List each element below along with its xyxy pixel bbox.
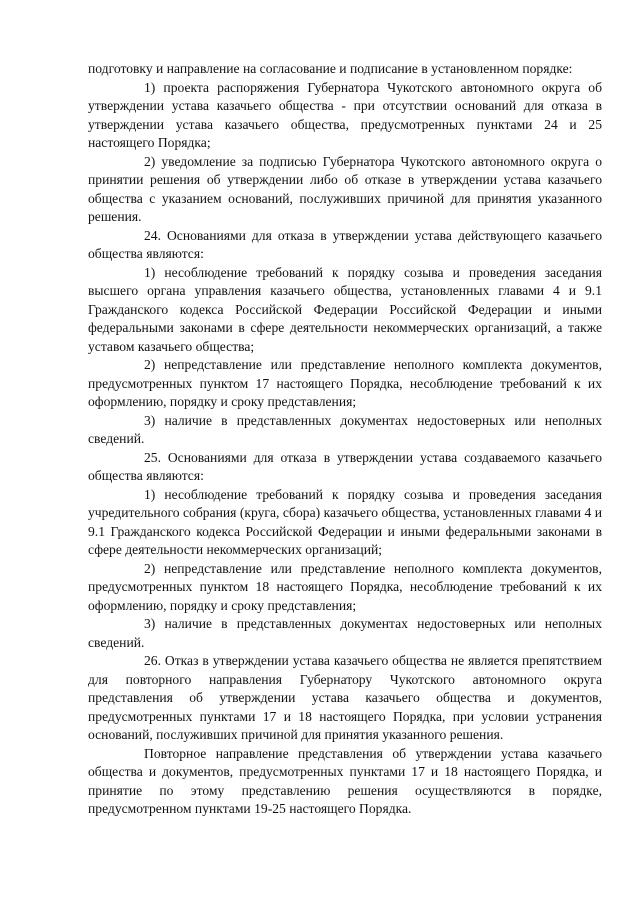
paragraph-clause-24-item-1: 1) несоблюдение требований к порядку созыва и проведения заседания высшего органа управления казачьего общества, установленных главами 4 и 9.1 Гражданского кодекса Российской Федерации Российской Федерации и иными федеральными законами в сфере деятельности некоммерческих организаций, а также уставом казачьего общества; <box>88 264 602 354</box>
paragraph-clause-25-item-1: 1) несоблюдение требований к порядку созыва и проведения заседания учредительного собрания (круга, сбора) казачьего общества, установленных главами 4 и 9.1 Гражданского кодекса Российской Федерации и иными федеральными законами в сфере деятельности некоммерческих организаций; <box>88 486 602 557</box>
paragraph-clause-26: 26. Отказ в утверждении устава казачьего общества не является препятствием для повторного направления Губернатору Чукотского автономного округа представления об утверждении устава казачьего общества и документов, предусмотренных пунктами 17 и 18 настоящего Порядка, при условии устранения оснований, послуживших причиной для принятия указанного решения. <box>88 653 602 742</box>
paragraph-item-1-draft-order: 1) проекта распоряжения Губернатора Чукотского автономного округа об утверждении устава казачьего общества - при отсутствии оснований для отказа в утверждении устава казачьего общества, предусмотренных пунктами 24 и 25 настоящего Порядка; <box>88 79 602 150</box>
paragraph-clause-24: 24. Основаниями для отказа в утверждении устава действующего казачьего общества являются: <box>88 227 602 261</box>
paragraph-clause-24-item-2: 2) непредставление или представление неполного комплекта документов, предусмотренных пунктом 17 настоящего Порядка, несоблюдение требований к их оформлению, порядку и сроку представления; <box>88 357 602 409</box>
paragraph-continuation: подготовку и направление на согласование и подписание в установленном порядке: <box>88 61 573 76</box>
paragraph-clause-25-item-2: 2) непредставление или представление неполного комплекта документов, предусмотренных пунктом 18 настоящего Порядка, несоблюдение требований к их оформлению, порядку и сроку представления; <box>88 560 602 613</box>
paragraph-clause-25: 25. Основаниями для отказа в утверждении устава создаваемого казачьего общества являются: <box>88 449 602 483</box>
paragraph-clause-25-item-3: 3) наличие в представленных документах недостоверных или неполных сведений. <box>88 616 602 650</box>
document-page <box>88 60 602 819</box>
paragraph-repeat-submission: Повторное направление представления об утверждении устава казачьего общества и документов, предусмотренных пунктами 17 и 18 настоящего Порядка, и принятие по этому представлению решения осуществляются в порядке, предусмотренном пунктами 19-25 настоящего Порядка. <box>88 745 602 816</box>
paragraph-clause-24-item-3: 3) наличие в представленных документах недостоверных или неполных сведений. <box>88 412 602 446</box>
paragraph-item-2-notification: 2) уведомление за подписью Губернатора Чукотского автономного округа о принятии решения об утверждении либо об отказе в утверждении устава казачьего общества с указанием оснований, послуживших причиной для принятия указанного решения. <box>88 153 602 224</box>
